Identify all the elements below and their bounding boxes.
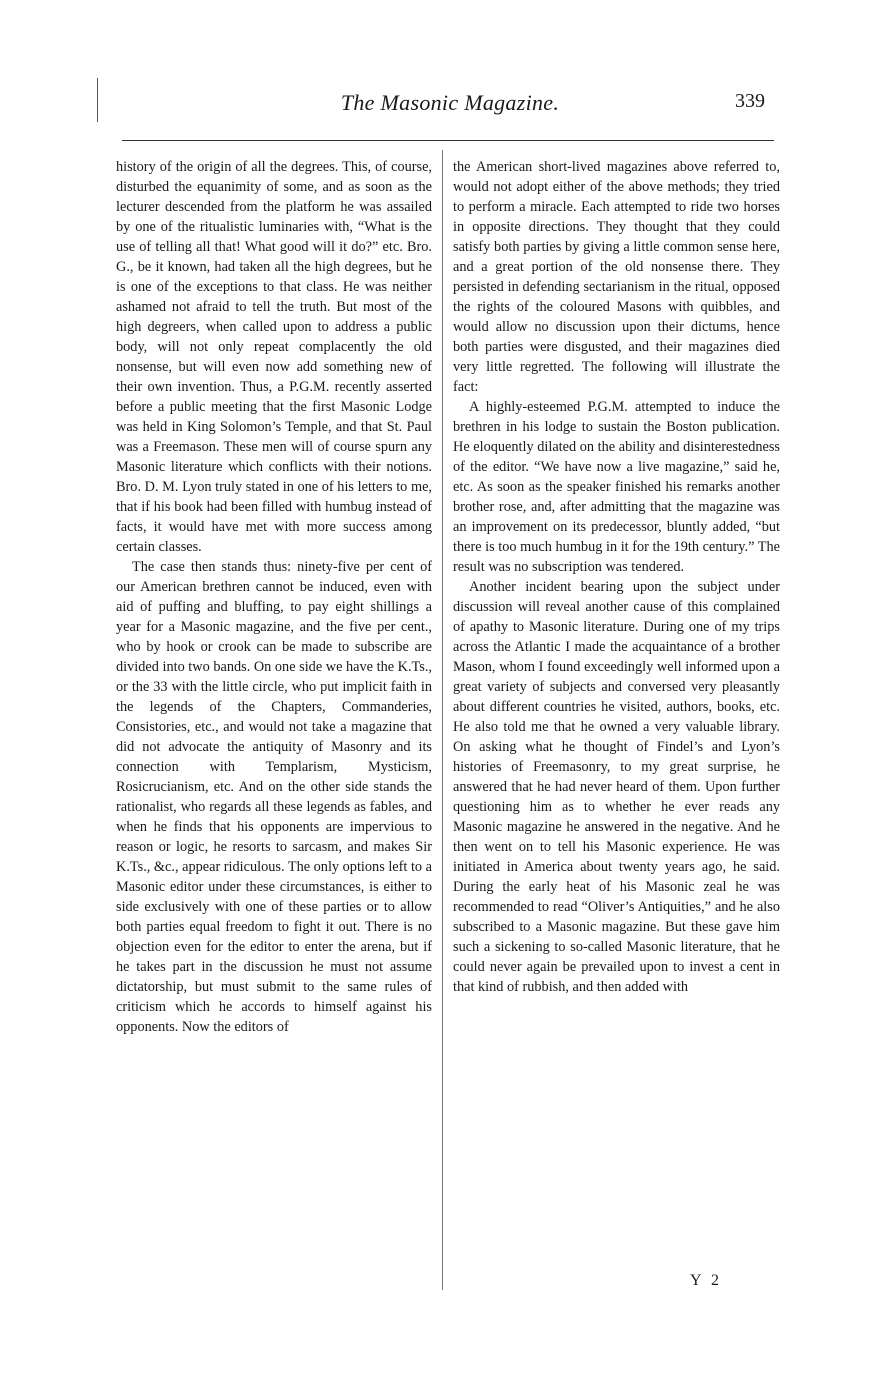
paragraph: A highly-esteemed P.G.M. attempted to induce the brethren in his lodge to sustain the Boston publication. He eloquently dilated on the ability and disinterestedness of the editor. “We have now a live magazine,” said he, etc. As soon as the speaker finished his remarks another brother rose, and, after admitting that the magazine was an improvement on its predecessor, bluntly added, “but there is too much humbug in it for the 19th century.” The result was no subscription was tendered.: [453, 399, 780, 575]
paragraph: the American short-lived magazines above referred to, would not adopt either of the above methods; they tried to perform a miracle. Each attempted to ride two horses in opposite directions. They thought that they could satisfy both parties by giving a little common sense here, and a great portion of the old nonsense there. They persisted in defending sectarianism in the ritual, opposed the rights of the coloured Masons with quibbles, and would allow no discussion upon their dictums, hence both parties were disgusted, and their magazines died very little regretted. The following will illustrate the fact:: [453, 159, 780, 395]
signature-mark: Y 2: [690, 1272, 722, 1289]
running-title: The Masonic Magazine.: [340, 90, 560, 115]
page-number: 339: [735, 90, 765, 112]
right-column: [453, 157, 780, 997]
paragraph: The case then stands thus: ninety-five per cent of our American brethren cannot be induced, even with aid of puffing and bluffing, to pay eight shillings a year for a Masonic magazine, and the five per cent., who by hook or crook can be made to subscribe are divided into two bands. On one side we have the K.Ts., or the 33 with the little circle, who put implicit faith in the legends of the Chapters, Commanderies, Consistories, etc., and would not take a magazine that did not advocate the antiquity of Masonry and its connection with Templarism, Mysticism, Rosicrucianism, etc. And on the other side stands the rationalist, who regards all these legends as fables, and when he finds that his opponents are impervious to reason or logic, he resorts to sarcasm, and makes Sir K.Ts., &c., appear ridiculous. The only options left to a Masonic editor under these circumstances, is either to side exclusively with one of these parties or to allow both parties equal freedom to fight it out. There is no objection even for the editor to enter the arena, but if he takes part in the discussion he must not assume dictatorship, but must submit to the same rules of criticism which he accords to himself against his opponents. Now the editors of: [116, 559, 432, 1035]
column-divider: [442, 150, 443, 1290]
paragraph: Another incident bearing upon the subject under discussion will reveal another cause of this complained of apathy to Masonic literature. During one of my trips across the Atlantic I made the acquaintance of a brother Mason, whom I found exceedingly well informed upon a great variety of subjects and conversed very pleasantly about different countries he visited, authors, books, etc. He also told me that he owned a very valuable library. On asking what he thought of Findel’s and Lyon’s histories of Freemasonry, to my great surprise, he answered that he had never heard of them. Upon further questioning him as to whether he ever reads any Masonic magazine he answered in the negative. And he then went on to tell his Masonic experience. He was initiated in America about twenty years ago, he said. During the early heat of his Masonic zeal he was recommended to read “Oliver’s Antiquities,” and he also subscribed to a Masonic magazine. But these gave him such a sickening to so-called Masonic literature, that he could never again be prevailed upon to invest a cent in that kind of rubbish, and then added with: [453, 579, 780, 995]
running-head: [0, 90, 894, 120]
left-column: [116, 157, 432, 1037]
paragraph: history of the origin of all the degrees. This, of course, disturbed the equanimity of some, and as soon as the lecturer descended from the platform he was assailed by one of the ritualistic luminaries with, “What is the use of telling all that! What good will it do?” etc. Bro. G., be it known, had taken all the high degrees, but he is one of the exceptions to that class. He was neither ashamed not afraid to tell the truth. But most of the high degreers, when called upon to address a public body, will not only repeat complacently the old nonsense, but will even now add something new of their own invention. Thus, a P.G.M. recently asserted before a public meeting that the first Masonic Lodge was held in King Solomon’s Temple, and that St. Paul was a Freemason. These men will of course spurn any Masonic literature which conflicts with their notions. Bro. D. M. Lyon truly stated in one of his letters to me, that if his book had been filled with humbug instead of facts, it would have met with more success among certain classes.: [116, 159, 432, 555]
header-rule: [122, 140, 774, 141]
